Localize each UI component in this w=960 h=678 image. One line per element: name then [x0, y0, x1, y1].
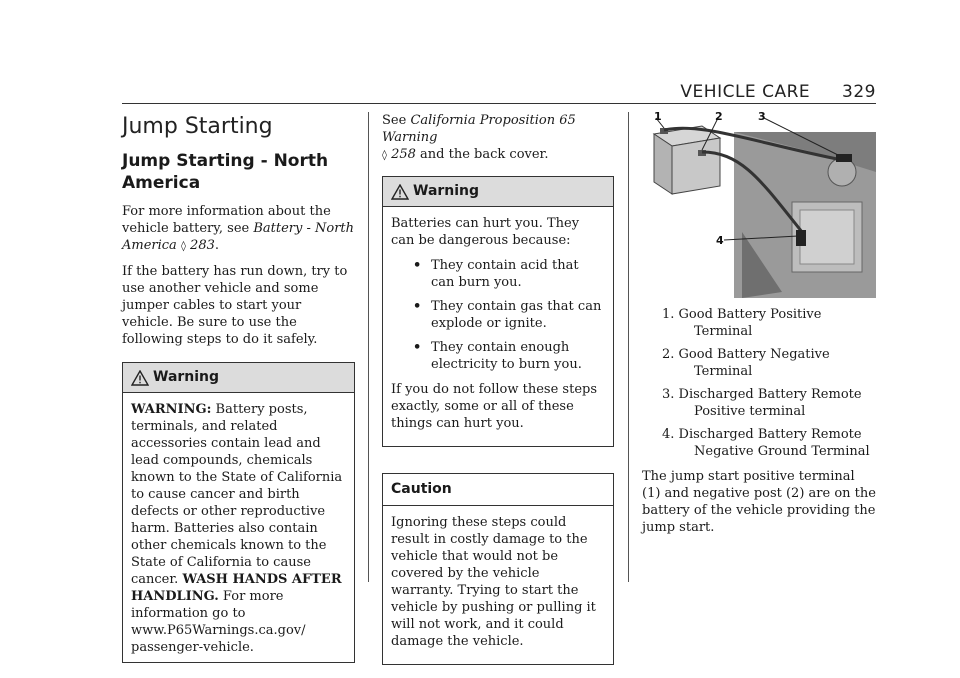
list-item: 1. Good Battery Positive Terminal: [662, 307, 822, 339]
list-item: 2. Good Battery Negative Terminal: [662, 347, 830, 379]
warning-body: WARNING: Battery posts, terminals, and related accessories contain lead and lead compounds, chemicals known to the State of California to cause cancer and birth defects or other reproductive harm. Batteries also contain other chemicals known to the State of California to cause cancer. WASH HANDS AFTER HANDLING. For more information go to www.P65Warnings.ca.gov/ passenger-vehicle.: [131, 402, 343, 655]
column-3: [642, 112, 876, 544]
warning-triangle-icon: [131, 370, 149, 386]
warning-intro: Batteries can hurt you. They can be dangerous because:: [391, 216, 580, 248]
warning-box-battery: [382, 176, 614, 447]
callout-2: 2: [715, 112, 723, 123]
page-number: 329: [842, 82, 876, 102]
header-rule: [122, 103, 876, 104]
battery-link[interactable]: Battery - North America: [122, 221, 355, 253]
warning-box-prop65: [122, 362, 355, 663]
see-paragraph: See California Proposition 65 Warning ◊ 258 and the back cover.: [382, 113, 576, 162]
warning-label: Warning: [153, 369, 220, 385]
column-divider: [628, 112, 629, 582]
prop65-link[interactable]: California Proposition 65 Warning: [382, 113, 576, 145]
section-title: VEHICLE CARE: [680, 82, 811, 102]
list-item: 4. Discharged Battery Remote Negative Ground Terminal: [662, 427, 870, 459]
terminal-paragraph: The jump start positive terminal (1) and negative post (2) are on the battery of the vehicle providing the jump start.: [642, 469, 876, 535]
page-ref-icon: ◊: [382, 150, 387, 161]
callout-3: 3: [758, 112, 766, 123]
wash-hands: WASH HANDS AFTER HANDLING.: [131, 572, 342, 604]
page-title: Jump Starting: [122, 114, 273, 139]
caution-header: [383, 474, 613, 506]
warning-triangle-icon: [391, 184, 409, 200]
jump-start-illustration: [642, 112, 876, 298]
callout-4: 4: [716, 234, 724, 247]
warning-lead: WARNING:: [131, 402, 212, 417]
column-2: [382, 112, 614, 665]
list-item: • They contain acid that can burn you.: [391, 257, 605, 291]
warning-header: [383, 177, 613, 207]
page-header: [680, 82, 876, 102]
list-item: • They contain gas that can explode or ignite.: [391, 298, 605, 332]
terminal-legend: [642, 306, 876, 460]
column-1: [122, 112, 355, 663]
column-divider: [368, 112, 369, 582]
warning-header: [123, 363, 354, 393]
callout-1: 1: [654, 112, 662, 123]
warning-body: [383, 207, 613, 446]
caution-box: [382, 473, 614, 665]
intro-paragraph: For more information about the vehicle battery, see Battery - North America ◊ 283.: [122, 204, 355, 253]
section-heading: Jump Starting - North America: [122, 151, 329, 193]
caution-label: Caution: [391, 481, 452, 497]
warning-label: Warning: [413, 183, 480, 199]
prop65-page-ref[interactable]: 258: [391, 147, 416, 162]
battery-page-ref[interactable]: 283: [190, 238, 215, 253]
warning-outro: If you do not follow these steps exactly, some or all of these things can hurt you.: [391, 382, 598, 431]
safety-paragraph: If the battery has run down, try to use another vehicle and some jumper cables to start your vehicle. Be sure to use the following steps to do it safely.: [122, 264, 348, 347]
hazard-list: [391, 257, 605, 373]
list-item: 3. Discharged Battery Remote Positive terminal: [662, 387, 862, 419]
page-ref-icon: ◊: [180, 241, 186, 252]
list-item: • They contain enough electricity to burn you.: [391, 339, 605, 373]
caution-body: Ignoring these steps could result in costly damage to the vehicle that would not be covered by the vehicle warranty. Trying to start the vehicle by pushing or pulling it will not work, and it could damage the vehicle.: [391, 515, 596, 649]
